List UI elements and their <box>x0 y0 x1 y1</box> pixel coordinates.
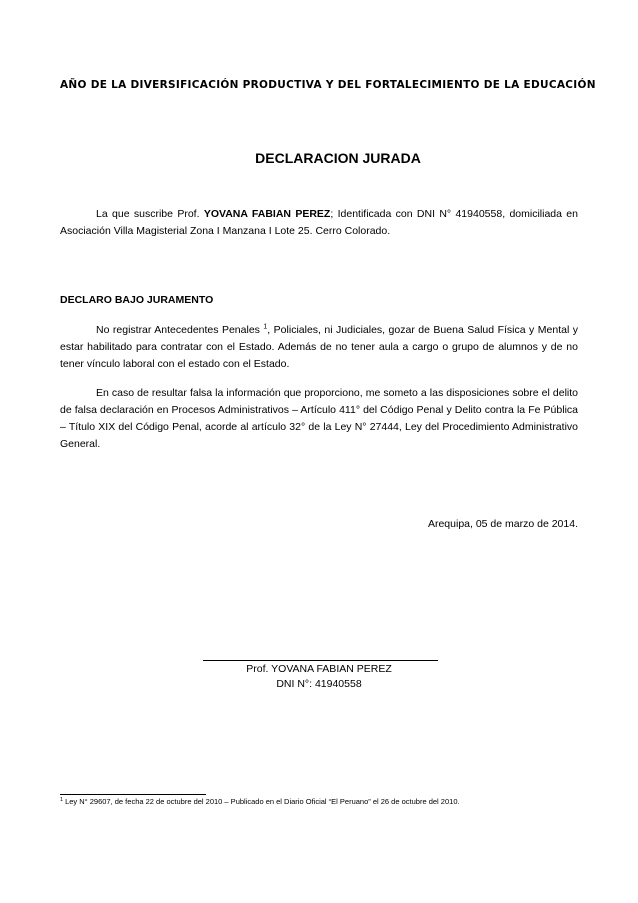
declaration-paragraph <box>60 322 578 373</box>
footnote-separator <box>60 794 206 795</box>
document-title-wrapper <box>0 150 638 166</box>
footnote-number: 1 <box>60 796 64 803</box>
date-place: Arequipa, 05 de marzo de 2014. <box>427 518 578 530</box>
intro-paragraph <box>60 206 578 240</box>
intro-lead: La que suscribe Prof. <box>96 208 204 220</box>
signature-block <box>0 662 638 692</box>
penalty-paragraph <box>60 385 578 453</box>
declaration-after-ref: , Policiales, ni Judiciales, gozar de Buena Salud Física y Mental y estar habilitado para contratar con el Estado. Además de no tener aula a cargo o grupo de alumnos y de no tener vínculo laboral con el estado con el Estado. <box>60 324 579 370</box>
declarant-name: YOVANA FABIAN PEREZ <box>203 208 331 220</box>
declaration-before-ref: No registrar Antecedentes Penales <box>96 324 264 336</box>
penalty-text: En caso de resultar falsa la información que proporciono, me someto a las disposiciones sobre el delito de falsa declaración en Procesos Administrativos – Artículo 411° del Código Penal y Delito contra la Fe Pública – Título XIX del Código Penal, acorde al artículo 32° de la Ley N° 27444, Ley del Procedimiento Administrativo General. <box>60 387 578 450</box>
section-title: DECLARO BAJO JURAMENTO <box>60 294 214 306</box>
signer-name: Prof. YOVANA FABIAN PEREZ <box>246 663 392 675</box>
intro-rest: ; Identificada con DNI N° 41940558, domiciliada en Asociación Villa Magisterial Zona I Manzana I Lote 25. Cerro Colorado. <box>60 208 578 237</box>
signature-line <box>203 660 438 661</box>
year-motto-header: AÑO DE LA DIVERSIFICACIÓN PRODUCTIVA Y DEL FORTALECIMIENTO DE LA EDUCACIÓN <box>60 79 596 91</box>
signer-dni: DNI N°: 41940558 <box>276 678 362 690</box>
footnote-text: Ley N° 29607, de fecha 22 de octubre del 2010 – Publicado en el Diario Oficial “El Peruano” el 26 de octubre del 2010. <box>65 797 460 806</box>
document-title: DECLARACION JURADA <box>255 150 421 166</box>
footnote-reference: 1 <box>263 323 268 331</box>
footnote <box>60 797 620 806</box>
